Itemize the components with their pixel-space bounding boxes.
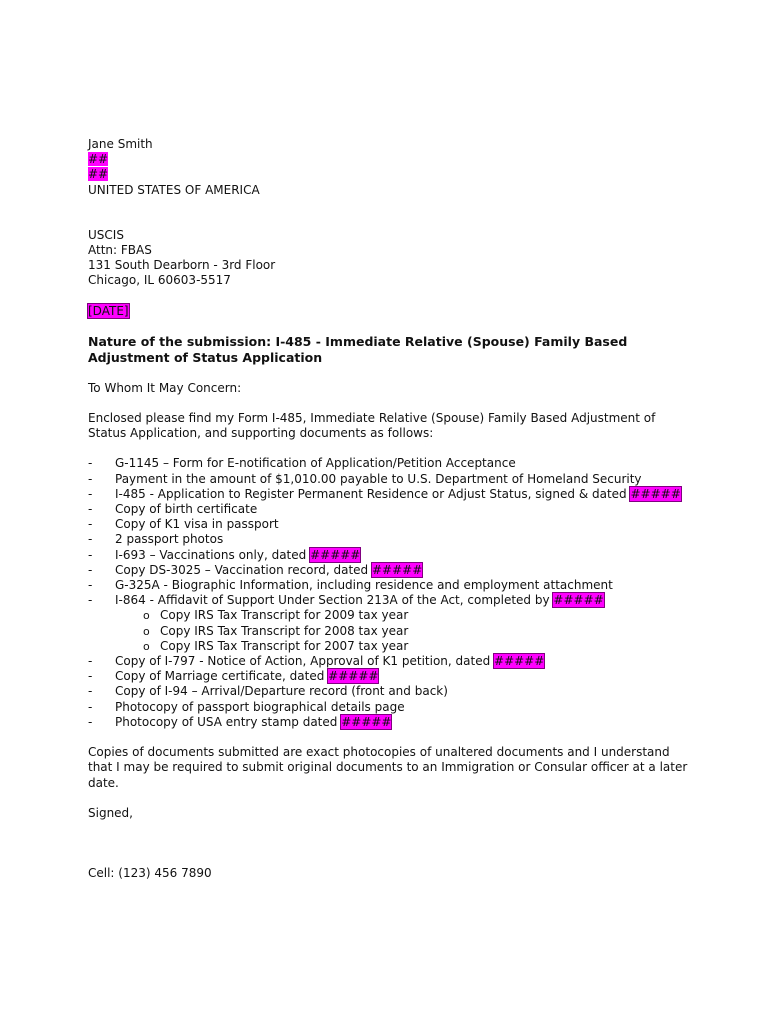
sub-list-item: o Copy IRS Tax Transcript for 2009 tax year	[143, 608, 409, 623]
list-item: - I-864 - Affidavit of Support Under Section 213A of the Act, completed by ##### o Copy IRS Tax Transcript for 2009 tax year o Copy IRS Tax Transcript for 2008 tax year o Copy IRS Tax Transcript for 2007 tax year	[88, 593, 688, 654]
sender-country: UNITED STATES OF AMERICA	[88, 182, 260, 197]
dash-marker: -	[88, 517, 93, 532]
recipient-org: USCIS	[88, 227, 124, 242]
signoff: Signed,	[88, 805, 133, 820]
date-redaction: #####	[494, 654, 545, 669]
sub-list-item: o Copy IRS Tax Transcript for 2007 tax year	[143, 638, 409, 653]
circle-bullet-icon: o	[143, 639, 150, 653]
dash-marker: -	[88, 502, 93, 517]
intro-paragraph: Enclosed please find my Form I-485, Immediate Relative (Spouse) Family Based Adjustment of Status Application, and supporting documents as follows:	[88, 411, 656, 441]
date-redaction: #####	[553, 593, 604, 608]
circle-bullet-icon: o	[143, 624, 150, 638]
sender-address-placeholder-1: ##	[88, 152, 109, 167]
date-placeholder: [DATE]	[88, 303, 129, 318]
list-item: - Copy of K1 visa in passport	[88, 517, 279, 532]
dash-marker: -	[88, 547, 93, 562]
subject-line: Nature of the submission: I-485 - Immediate Relative (Spouse) Family Based Adjustment of Status Application	[88, 333, 628, 365]
dash-marker: -	[88, 532, 93, 547]
dash-marker: -	[88, 578, 93, 593]
list-item: - Copy of Marriage certificate, dated #####	[88, 669, 379, 684]
dash-marker: -	[88, 593, 93, 608]
list-item: - 2 passport photos	[88, 532, 224, 547]
sender-name: Jane Smith	[88, 137, 153, 151]
list-item: - G-325A - Biographic Information, including residence and employment attachment	[88, 578, 613, 593]
list-item: - I-485 - Application to Register Permanent Residence or Adjust Status, signed & dated #####	[88, 486, 681, 501]
date-redaction: #####	[341, 714, 392, 729]
dash-marker: -	[88, 654, 93, 669]
recipient-city: Chicago, IL 60603-5517	[88, 273, 231, 288]
dash-marker: -	[88, 486, 93, 501]
dash-marker: -	[88, 699, 93, 714]
recipient-attn: Attn: FBAS	[88, 243, 152, 258]
dash-marker: -	[88, 684, 93, 699]
sender-address-placeholder-2: ##	[88, 167, 109, 182]
date-redaction: #####	[630, 486, 681, 501]
letter-page	[88, 137, 688, 881]
tax-transcript-sublist	[115, 608, 688, 654]
list-item: - G-1145 – Form for E-notification of Application/Petition Acceptance	[88, 456, 516, 471]
list-item: - Copy of birth certificate	[88, 502, 258, 517]
list-item: - Copy of I-94 – Arrival/Departure record (front and back)	[88, 684, 448, 699]
recipient-street: 131 South Dearborn - 3rd Floor	[88, 258, 276, 273]
date-redaction: #####	[328, 669, 379, 684]
list-item: - I-693 – Vaccinations only, dated #####	[88, 547, 361, 562]
sub-list-item: o Copy IRS Tax Transcript for 2008 tax year	[143, 623, 409, 638]
dash-marker: -	[88, 456, 93, 471]
date-redaction: #####	[371, 562, 423, 577]
list-item: - Copy DS-3025 – Vaccination record, dated #####	[88, 562, 423, 577]
list-item: - Photocopy of USA entry stamp dated #####	[88, 714, 392, 729]
dash-marker: -	[88, 669, 93, 684]
list-item: - Photocopy of passport biographical details page	[88, 699, 405, 714]
cell-phone: Cell: (123) 456 7890	[88, 865, 212, 880]
dash-marker: -	[88, 471, 93, 486]
dash-marker: -	[88, 562, 93, 577]
list-item: - Copy of I-797 - Notice of Action, Approval of K1 petition, dated #####	[88, 654, 545, 669]
circle-bullet-icon: o	[143, 609, 150, 623]
list-item: - Payment in the amount of $1,010.00 payable to U.S. Department of Homeland Security	[88, 471, 642, 486]
date-redaction: #####	[310, 547, 361, 562]
closing-paragraph: Copies of documents submitted are exact photocopies of unaltered documents and I understand that I may be required to submit original documents to an Immigration or Consular officer at a later date.	[88, 745, 688, 790]
dash-marker: -	[88, 714, 93, 729]
documents-list	[88, 456, 688, 730]
salutation: To Whom It May Concern:	[88, 380, 242, 395]
